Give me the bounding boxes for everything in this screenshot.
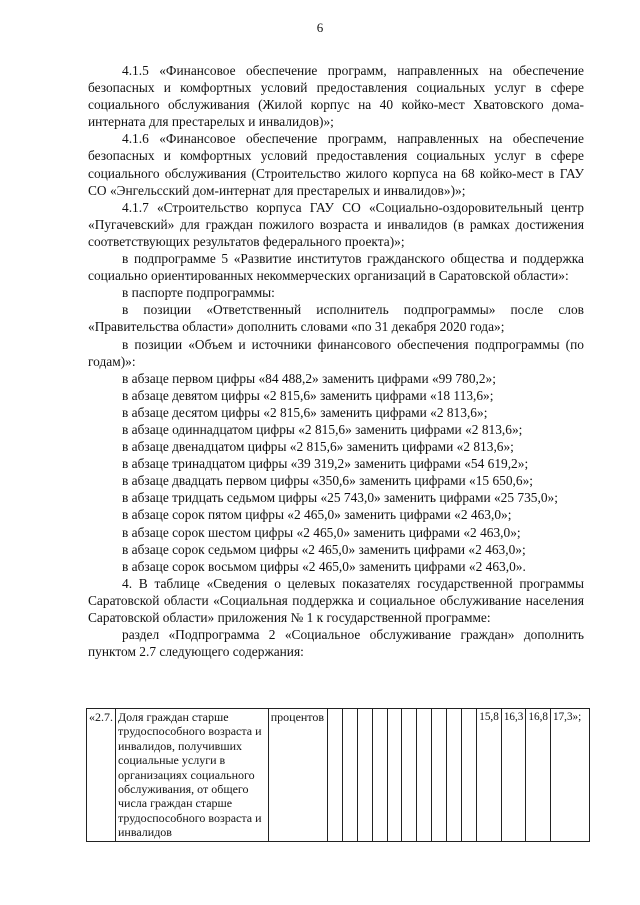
paragraph-abzac-21: в абзаце двадцать первом цифры «350,6» заменить цифрами «15 650,6»; <box>122 473 534 489</box>
paragraph-table-4: 4. В таблице «Сведения о целевых показателях государственной программы Саратовской области «Социальная поддержка и социальное обслуживание населения Саратовской области» приложения № 1 к государственной программе: <box>88 575 584 625</box>
indicator-table <box>86 708 590 842</box>
empty-cell <box>417 709 432 842</box>
paragraph-abzac-47: в абзаце сорок седьмом цифры «2 465,0» заменить цифрами «2 463,0»; <box>122 541 526 557</box>
empty-cell <box>327 709 342 842</box>
value-cell: 15,8 <box>477 709 502 842</box>
paragraph-abzac-1: в абзаце первом цифры «84 488,2» заменить цифрами «99 780,2»; <box>122 370 496 386</box>
paragraph-abzac-11: в абзаце одиннадцатом цифры «2 815,6» заменить цифрами «2 813,6»; <box>122 421 523 437</box>
empty-cell <box>342 709 357 842</box>
empty-cell <box>447 709 462 842</box>
paragraph-abzac-10: в абзаце десятом цифры «2 815,6» заменить цифрами «2 813,6»; <box>122 404 488 420</box>
paragraph-4-1-5: 4.1.5 «Финансовое обеспечение программ, направленных на обеспечение безопасных и комфортных условий предоставления социальных услуг в сфере социального обслуживания (Жилой корпус на 40 койко-мест Хватовского дома-интерната для престарелых и инвалидов)»; <box>88 63 584 130</box>
paragraph-abzac-48: в абзаце сорок восьмом цифры «2 465,0» заменить цифрами «2 463,0». <box>122 558 526 574</box>
empty-cell <box>402 709 417 842</box>
paragraph-funding-volume: в позиции «Объем и источники финансового обеспечения подпрограммы (по годам)»: <box>88 336 584 369</box>
value-cell: 16,8 <box>526 709 551 842</box>
value-cell-last: 17,3»; <box>550 709 589 842</box>
value-cell: 16,3 <box>501 709 526 842</box>
paragraph-abzac-46: в абзаце сорок шестом цифры «2 465,0» заменить цифрами «2 463,0»; <box>122 524 521 540</box>
paragraph-4-1-7: 4.1.7 «Строительство корпуса ГАУ СО «Социально-оздоровительный центр «Пугачевский» для граждан пожилого возраста и инвалидов (в рамках достижения соответствующих результатов федерального проекта)»; <box>88 199 584 249</box>
paragraph-abzac-9: в абзаце девятом цифры «2 815,6» заменить цифрами «18 113,6»; <box>122 387 494 403</box>
row-number-cell: «2.7. <box>87 709 116 842</box>
document-body <box>88 62 584 660</box>
paragraph-abzac-13: в абзаце тринадцатом цифры «39 319,2» заменить цифрами «54 619,2»; <box>122 456 529 472</box>
empty-cell <box>372 709 387 842</box>
paragraph-responsible-executor: в позиции «Ответственный исполнитель подпрограммы» после слов «Правительства области» дополнить словами «по 31 декабря 2020 года»; <box>88 302 584 335</box>
page-number: 6 <box>316 20 324 35</box>
paragraph-abzac-37: в абзаце тридцать седьмом цифры «25 743,0» заменить цифрами «25 735,0»; <box>122 490 558 506</box>
indicator-name-cell: Доля граждан старше трудоспособного возраста и инвалидов, получивших социальные услуги в организациях социального обслуживания, от общего числа граждан старше трудоспособного возраста и инвалидов <box>116 709 269 842</box>
paragraph-section-2: раздел «Подпрограмма 2 «Социальное обслуживание граждан» дополнить пунктом 2.7 следующего содержания: <box>88 627 584 660</box>
empty-cell <box>357 709 372 842</box>
unit-cell: процентов <box>268 709 327 842</box>
empty-cell <box>432 709 447 842</box>
empty-cell <box>387 709 402 842</box>
paragraph-4-1-6: 4.1.6 «Финансовое обеспечение программ, направленных на обеспечение безопасных и комфортных условий предоставления социальных услуг в сфере социального обслуживания (Строительство жилого корпуса на 68 койко-мест в ГАУ СО «Энгельсский дом-интернат для престарелых и инвалидов»)»; <box>88 131 584 198</box>
table-row <box>87 709 590 842</box>
paragraph-abzac-12: в абзаце двенадцатом цифры «2 815,6» заменить цифрами «2 813,6»; <box>122 439 514 455</box>
paragraph-abzac-45: в абзаце сорок пятом цифры «2 465,0» заменить цифрами «2 463,0»; <box>122 507 512 523</box>
paragraph-passport: в паспорте подпрограммы: <box>122 285 275 301</box>
paragraph-subprogram-5: в подпрограмме 5 «Развитие институтов гражданского общества и поддержка социально ориентированных некоммерческих организаций в Саратовской области»: <box>88 251 584 284</box>
empty-cell <box>462 709 477 842</box>
